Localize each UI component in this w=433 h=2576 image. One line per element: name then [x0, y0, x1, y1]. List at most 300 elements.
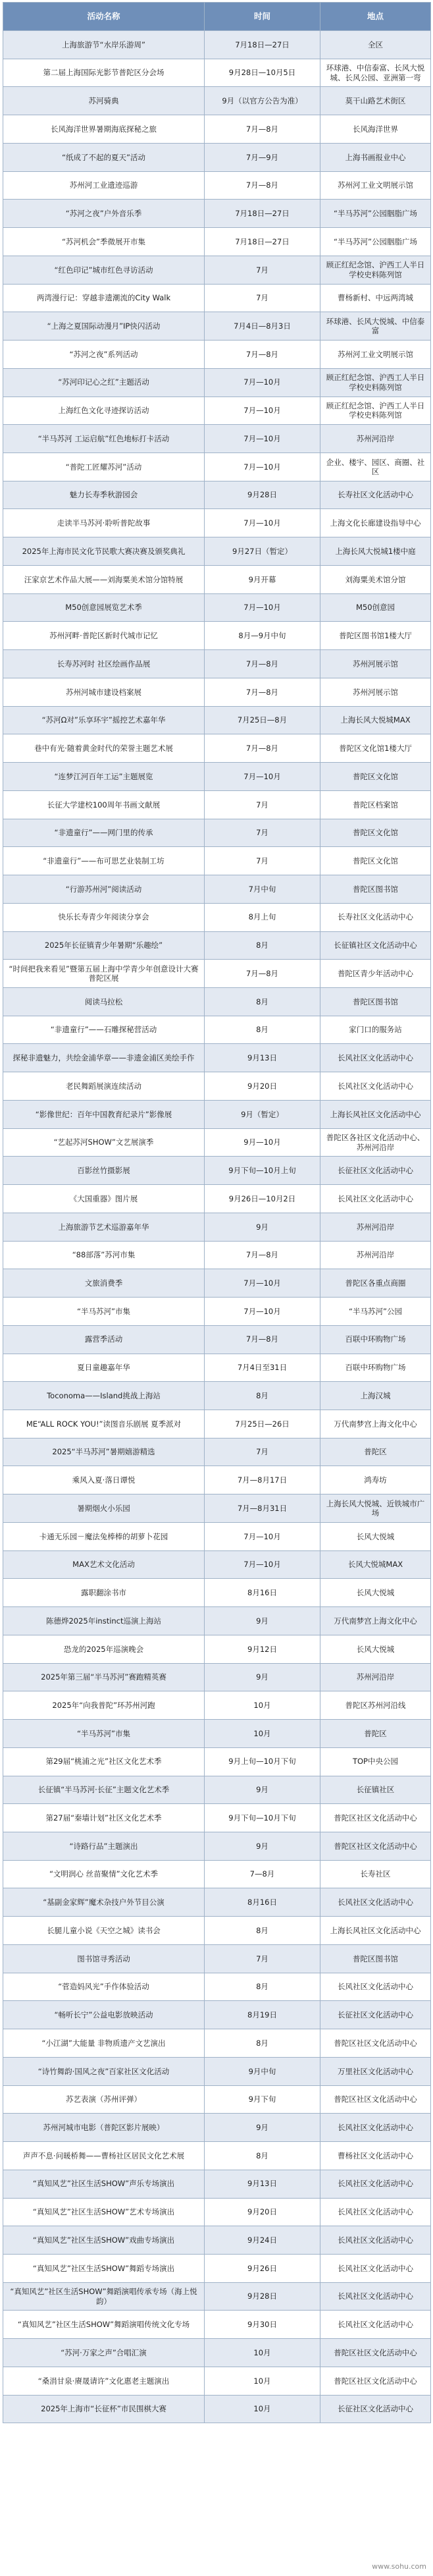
- cell-place: 普陀区: [320, 1438, 431, 1466]
- table-row: [3, 1241, 431, 1269]
- cell-place: 莫干山路艺术街区: [320, 87, 431, 115]
- cell-activity-name: 长风海洋世界暑期海底探秘之旅: [3, 115, 205, 144]
- table-row: [3, 1185, 431, 1213]
- cell-time: 9月20日: [205, 2198, 320, 2226]
- cell-time: 9月28日—10月5日: [205, 59, 320, 87]
- cell-time: 10月: [205, 2339, 320, 2367]
- cell-activity-name: 上海旅游节“水岸乐游周”: [3, 31, 205, 59]
- cell-place: 苏州河沿岸: [320, 1213, 431, 1241]
- cell-time: 8月: [205, 1917, 320, 1945]
- cell-time: 9月27日（暂定）: [205, 537, 320, 566]
- table-row: [3, 397, 431, 425]
- cell-place: 长风社区文化活动中心: [320, 2311, 431, 2339]
- cell-activity-name: 苏河骑典: [3, 87, 205, 115]
- table-row: [3, 1917, 431, 1945]
- cell-time: 7月—8月: [205, 734, 320, 763]
- table-row: [3, 1157, 431, 1185]
- cell-place: 普陀区图书馆: [320, 875, 431, 904]
- cell-activity-name: “半马苏河”市集: [3, 1298, 205, 1326]
- cell-activity-name: “红色印记”城市红色寻访活动: [3, 256, 205, 284]
- cell-place: 普陀区社区文化活动中心: [320, 1832, 431, 1861]
- cell-place: 长风大悦城MAX: [320, 1550, 431, 1579]
- cell-time: 8月上旬: [205, 903, 320, 931]
- cell-activity-name: 声声不息·问暖桥舞——曹杨社区居民文化艺术展: [3, 2142, 205, 2170]
- cell-activity-name: 露营季活动: [3, 1325, 205, 1354]
- table-row: [3, 341, 431, 369]
- table-row: [3, 819, 431, 847]
- cell-time: 9月: [205, 1832, 320, 1861]
- cell-time: 7月18日—27日: [205, 200, 320, 228]
- cell-place: 普陀区档案馆: [320, 790, 431, 819]
- cell-activity-name: “非遗童行”——布可思艺业装制工坊: [3, 847, 205, 875]
- cell-place: 普陀区: [320, 1720, 431, 1748]
- table-row: [3, 2226, 431, 2255]
- cell-place: 全区: [320, 31, 431, 59]
- cell-activity-name: 上海红色文化寻迹探访活动: [3, 397, 205, 425]
- cell-place: 长风社区文化活动中心: [320, 1044, 431, 1072]
- table-row: [3, 2282, 431, 2311]
- cell-time: 7月: [205, 847, 320, 875]
- cell-place: 普陀区文化馆1楼大厅: [320, 734, 431, 763]
- cell-time: 10月: [205, 2395, 320, 2423]
- column-header-time: 时间: [205, 3, 320, 31]
- cell-time: 7月4日至31日: [205, 1354, 320, 1382]
- table-row: [3, 312, 431, 341]
- table-row: [3, 847, 431, 875]
- cell-place: 苏州河展示馆: [320, 650, 431, 678]
- cell-time: 7月—10月: [205, 368, 320, 397]
- cell-activity-name: “苏河印记心之红”主题活动: [3, 368, 205, 397]
- cell-place: 普陀区社区文化活动中心: [320, 1804, 431, 1832]
- cell-time: 9月26日: [205, 2255, 320, 2283]
- cell-activity-name: “真知风艺”社区生活SHOW”舞蹈演唱传承专场（海上悦韵）: [3, 2282, 205, 2311]
- table-row: [3, 650, 431, 678]
- cell-activity-name: “真知风艺”社区生活SHOW”艺术专场演出: [3, 2198, 205, 2226]
- table-row: [3, 87, 431, 115]
- cell-place: 长征社区文化活动中心: [320, 2395, 431, 2423]
- table-row: [3, 875, 431, 904]
- cell-place: 苏州河工业文明展示馆: [320, 171, 431, 200]
- cell-place: 长寿社区文化活动中心: [320, 481, 431, 509]
- table-row: [3, 2142, 431, 2170]
- cell-time: 9月下旬—10月上旬: [205, 1157, 320, 1185]
- cell-time: 9月—10月: [205, 1128, 320, 1157]
- table-row: [3, 171, 431, 200]
- watermark: www.sohu.com: [372, 2562, 426, 2571]
- cell-time: 7月—10月: [205, 425, 320, 453]
- cell-activity-name: 第二届上海国际光影节普陀区分会场: [3, 59, 205, 87]
- cell-place: 普陀区苏州河沿线: [320, 1691, 431, 1720]
- table-row: [3, 1579, 431, 1607]
- cell-place: 长征社区文化活动中心: [320, 2001, 431, 2029]
- cell-place: 苏州河沿岸: [320, 425, 431, 453]
- cell-time: 9月: [205, 1776, 320, 1804]
- table-row: [3, 143, 431, 171]
- cell-place: 百联中环购物广场: [320, 1354, 431, 1382]
- cell-time: 8月16日: [205, 1579, 320, 1607]
- table-row: [3, 509, 431, 537]
- cell-activity-name: 苏艺表演（苏州评弹）: [3, 2085, 205, 2114]
- table-row: [3, 2029, 431, 2058]
- cell-place: 鸿寿坊: [320, 1466, 431, 1494]
- cell-time: 8月16日: [205, 1888, 320, 1917]
- cell-place: 上海长风大悦城、近铁城市广场: [320, 1494, 431, 1523]
- cell-activity-name: “小江湖”大能量 非物质遗产文艺演出: [3, 2029, 205, 2058]
- cell-time: 7月18日—27日: [205, 228, 320, 256]
- table-row: [3, 368, 431, 397]
- cell-place: 上海长风社区文化活动中心: [320, 1100, 431, 1128]
- table-row: [3, 1550, 431, 1579]
- cell-activity-name: 阅读马拉松: [3, 987, 205, 1016]
- table-row: [3, 622, 431, 650]
- cell-time: 7月—8月: [205, 171, 320, 200]
- table-row: [3, 790, 431, 819]
- cell-activity-name: “真知风艺”社区生活SHOW”声乐专场演出: [3, 2170, 205, 2198]
- cell-time: 7月: [205, 256, 320, 284]
- table-row: [3, 2170, 431, 2198]
- cell-place: 长寿社区: [320, 1860, 431, 1888]
- table-row: [3, 987, 431, 1016]
- cell-time: 7月—8月: [205, 960, 320, 988]
- cell-place: 万里社区文化活动中心: [320, 2057, 431, 2085]
- cell-activity-name: “诗竹舞韵·国风之夜”百家社区文化活动: [3, 2057, 205, 2085]
- cell-place: 普陀区图书馆1楼大厅: [320, 622, 431, 650]
- table-row: [3, 1522, 431, 1550]
- table-body: [3, 31, 431, 2423]
- cell-time: 9月: [205, 1213, 320, 1241]
- table-row: [3, 1494, 431, 1523]
- cell-place: 长风海洋世界: [320, 115, 431, 144]
- cell-time: 10月: [205, 1691, 320, 1720]
- cell-time: 7月: [205, 284, 320, 312]
- cell-place: 普陀区图书馆: [320, 1944, 431, 1973]
- cell-activity-name: 露职翻涂书市: [3, 1579, 205, 1607]
- cell-activity-name: “真知风艺”社区生活SHOW”舞蹈专场演出: [3, 2255, 205, 2283]
- cell-activity-name: MAX艺术文化活动: [3, 1550, 205, 1579]
- cell-place: 普陀区图书馆: [320, 987, 431, 1016]
- table-row: [3, 1100, 431, 1128]
- cell-place: 环球港、长风大悦城、中信泰富: [320, 312, 431, 341]
- table-row: [3, 537, 431, 566]
- cell-time: 8月: [205, 1382, 320, 1410]
- cell-time: 7月—8月: [205, 1241, 320, 1269]
- cell-activity-name: “苏河Ω对”乐享环宇”摇控艺术嘉年华: [3, 706, 205, 734]
- cell-time: 9月13日: [205, 2170, 320, 2198]
- table-row: [3, 1128, 431, 1157]
- cell-activity-name: Toconoma——Island挑战上海站: [3, 1382, 205, 1410]
- table-row: [3, 1016, 431, 1044]
- cell-activity-name: “苏河之夜”系列活动: [3, 341, 205, 369]
- cell-time: 7月—10月: [205, 763, 320, 791]
- cell-place: 普陀区社区文化活动中心: [320, 2085, 431, 2114]
- cell-activity-name: 老民舞蹈展演连续活动: [3, 1072, 205, 1101]
- cell-place: 长征社区文化活动中心: [320, 1157, 431, 1185]
- cell-time: 8月: [205, 2029, 320, 2058]
- cell-time: 9月上旬—10月下旬: [205, 1747, 320, 1776]
- cell-time: 9月下旬: [205, 2085, 320, 2114]
- cell-time: 9月13日: [205, 1044, 320, 1072]
- cell-place: 长征镇社区: [320, 1776, 431, 1804]
- cell-activity-name: “苏河机会”季微展开市集: [3, 228, 205, 256]
- cell-time: 7—8月: [205, 1860, 320, 1888]
- cell-time: 7月—10月: [205, 1269, 320, 1298]
- table-row: [3, 706, 431, 734]
- cell-activity-name: 第27届“秦墙计划”社区文化艺术季: [3, 1804, 205, 1832]
- table-row: [3, 1944, 431, 1973]
- cell-activity-name: 长征大学建校100周年书画文献展: [3, 790, 205, 819]
- cell-activity-name: 苏州河城市建设档案展: [3, 678, 205, 706]
- cell-time: 9月24日: [205, 2226, 320, 2255]
- table-row: [3, 1747, 431, 1776]
- cell-time: 7月: [205, 790, 320, 819]
- table-row: [3, 1298, 431, 1326]
- table-row: [3, 2085, 431, 2114]
- cell-place: 上海文化长廊建设指导中心: [320, 509, 431, 537]
- cell-activity-name: “苏河·万家之声”合唱汇演: [3, 2339, 205, 2367]
- table-row: [3, 1888, 431, 1917]
- cell-activity-name: 2025年上海市“长征杯”市民围棋大赛: [3, 2395, 205, 2423]
- cell-time: 7月—8月17日: [205, 1466, 320, 1494]
- cell-activity-name: 长腿儿童小说《天空之城》读书会: [3, 1917, 205, 1945]
- table-row: [3, 2198, 431, 2226]
- table-row: [3, 200, 431, 228]
- cell-place: 长征镇社区文化活动中心: [320, 931, 431, 960]
- cell-time: 8月: [205, 987, 320, 1016]
- table-row: [3, 256, 431, 284]
- table-row: [3, 115, 431, 144]
- cell-time: 9月28日: [205, 481, 320, 509]
- cell-time: 7月—9月: [205, 143, 320, 171]
- cell-place: 长风社区文化活动中心: [320, 1888, 431, 1917]
- cell-place: 长风社区文化活动中心: [320, 1973, 431, 2001]
- cell-place: 万代南梦宫上海文化中心: [320, 1410, 431, 1438]
- cell-activity-name: 魅力长寿季秋游园会: [3, 481, 205, 509]
- cell-time: 9月26日—10月2日: [205, 1185, 320, 1213]
- cell-time: 7月—10月: [205, 397, 320, 425]
- cell-activity-name: 恐龙的2025年巡演晚会: [3, 1635, 205, 1663]
- cell-time: 7月—8月: [205, 678, 320, 706]
- cell-time: 9月: [205, 1607, 320, 1635]
- cell-activity-name: 苏州河城市电影（普陀区影片展映）: [3, 2114, 205, 2142]
- cell-place: 苏州河工业文明展示馆: [320, 341, 431, 369]
- cell-place: 长风社区文化活动中心: [320, 1072, 431, 1101]
- table-row: [3, 1410, 431, 1438]
- table-row: [3, 1860, 431, 1888]
- cell-place: 长风社区文化活动中心: [320, 2255, 431, 2283]
- table-row: [3, 1044, 431, 1072]
- cell-activity-name: 2025年第三届“半马苏河”赛跑精英赛: [3, 1663, 205, 1691]
- table-row: [3, 1720, 431, 1748]
- cell-time: 8月: [205, 931, 320, 960]
- cell-place: 长风大悦城: [320, 1579, 431, 1607]
- cell-place: 长风社区文化活动中心: [320, 2198, 431, 2226]
- table-row: [3, 960, 431, 988]
- table-row: [3, 1438, 431, 1466]
- cell-activity-name: “艺起苏河SHOW”文艺展演季: [3, 1128, 205, 1157]
- table-header: [3, 3, 431, 31]
- cell-place: 普陀区社区文化活动中心: [320, 2339, 431, 2367]
- table-row: [3, 2255, 431, 2283]
- cell-time: 9月30日: [205, 2311, 320, 2339]
- table-row: [3, 1804, 431, 1832]
- cell-place: 刘海粟美术馆分馆: [320, 565, 431, 593]
- cell-time: 7月—8月: [205, 650, 320, 678]
- table-row: [3, 1325, 431, 1354]
- cell-time: 9月12日: [205, 1635, 320, 1663]
- table-row: [3, 1663, 431, 1691]
- cell-activity-name: 上海旅游节艺术巡游嘉年华: [3, 1213, 205, 1241]
- cell-time: 7月: [205, 1944, 320, 1973]
- cell-place: 长风社区文化活动中心: [320, 2282, 431, 2311]
- cell-time: 8月—9月中旬: [205, 622, 320, 650]
- cell-place: 苏州河展示馆: [320, 678, 431, 706]
- cell-activity-name: “88部落”苏河市集: [3, 1241, 205, 1269]
- cell-place: “半马苏河”公园: [320, 1298, 431, 1326]
- cell-place: 上海长风大悦城MAX: [320, 706, 431, 734]
- table-row: [3, 425, 431, 453]
- cell-time: 8月: [205, 1973, 320, 2001]
- cell-activity-name: 苏州河畔·普陀区新时代城市记忆: [3, 622, 205, 650]
- cell-activity-name: “桑涓甘泉·赓晟请许”文化惠老主题演出: [3, 2367, 205, 2395]
- cell-activity-name: “菅造妈风光”手作体验活动: [3, 1973, 205, 2001]
- cell-activity-name: 2025年“向我普陀”环苏州河跑: [3, 1691, 205, 1720]
- cell-activity-name: “纸成了不起的夏天”活动: [3, 143, 205, 171]
- table-row: [3, 2339, 431, 2367]
- cell-place: 长风社区文化活动中心: [320, 1185, 431, 1213]
- cell-place: 企业、楼宇、园区、商圈、社区: [320, 453, 431, 481]
- table-row: [3, 1072, 431, 1101]
- table-row: [3, 678, 431, 706]
- table-row: [3, 31, 431, 59]
- cell-time: 7月—8月: [205, 341, 320, 369]
- cell-place: 上海汉城: [320, 1382, 431, 1410]
- cell-activity-name: 第29届“桃浦之光”社区文化艺术季: [3, 1747, 205, 1776]
- table-row: [3, 1269, 431, 1298]
- cell-activity-name: M50创意园展览艺术季: [3, 593, 205, 622]
- table-row: [3, 1607, 431, 1635]
- cell-place: 曹杨社区文化活动中心: [320, 2142, 431, 2170]
- cell-place: 曹杨新村、中远两湾城: [320, 284, 431, 312]
- cell-activity-name: 快乐长寿青少年阅读分享会: [3, 903, 205, 931]
- cell-place: 苏州河沿岸: [320, 1241, 431, 1269]
- cell-place: 长风大悦城: [320, 1635, 431, 1663]
- cell-place: 普陀区文化馆: [320, 847, 431, 875]
- cell-time: 7月—10月: [205, 453, 320, 481]
- cell-time: 7月: [205, 819, 320, 847]
- cell-time: 7月—10月: [205, 593, 320, 622]
- cell-place: 苏州河沿岸: [320, 1663, 431, 1691]
- table-row: [3, 2311, 431, 2339]
- cell-activity-name: “非遗童行”——石雕探秘营活动: [3, 1016, 205, 1044]
- cell-time: 8月19日: [205, 2001, 320, 2029]
- cell-activity-name: “真知风艺”社区生活SHOW”舞蹈演唱传统文化专场: [3, 2311, 205, 2339]
- cell-place: “半马苏河”公园胭脂广场: [320, 228, 431, 256]
- cell-place: 环球港、中信泰富、长风大悦城、长风公园、亚洲第一弯: [320, 59, 431, 87]
- table-row: [3, 903, 431, 931]
- cell-place: 家门口的服务站: [320, 1016, 431, 1044]
- cell-place: 普陀区社区文化活动中心: [320, 2367, 431, 2395]
- cell-activity-name: “普陀工匠耀苏河”活动: [3, 453, 205, 481]
- cell-activity-name: 长寿苏河时 社区绘画作品展: [3, 650, 205, 678]
- cell-activity-name: “时间把我来看见”暨第五届上海中学青少年创意设计大赛普陀区展: [3, 960, 205, 988]
- cell-activity-name: “诗路行品”主题演出: [3, 1832, 205, 1861]
- table-row: [3, 453, 431, 481]
- cell-activity-name: “上海之夏国际动漫月”IP快闪活动: [3, 312, 205, 341]
- cell-time: 10月: [205, 2367, 320, 2395]
- cell-time: 9月中旬: [205, 2057, 320, 2085]
- table-row: [3, 2057, 431, 2085]
- cell-time: 10月: [205, 1720, 320, 1748]
- cell-time: 9月: [205, 2114, 320, 2142]
- table-row: [3, 1776, 431, 1804]
- cell-activity-name: 卡通无乐园－魔法兔棒棒的胡萝卜花园: [3, 1522, 205, 1550]
- table-row: [3, 1832, 431, 1861]
- cell-place: 顾正红纪念馆、沪西工人半日学校史料陈列馆: [320, 368, 431, 397]
- cell-activity-name: 苏州河工业遗迹巡游: [3, 171, 205, 200]
- table-row: [3, 1382, 431, 1410]
- cell-activity-name: “畅听长宁”公益电影放映活动: [3, 2001, 205, 2029]
- cell-time: 9月下旬—10月下旬: [205, 1804, 320, 1832]
- cell-place: M50创意园: [320, 593, 431, 622]
- column-header-name: 活动名称: [3, 3, 205, 31]
- cell-activity-name: 2025年上海市民文化节民歌大赛决赛及颁奖典礼: [3, 537, 205, 566]
- cell-activity-name: “文明润心 丝苗聚情”文化艺术季: [3, 1860, 205, 1888]
- cell-activity-name: “基副金家辉”魔术杂技户外节目公演: [3, 1888, 205, 1917]
- table-row: [3, 1354, 431, 1382]
- cell-time: 7月: [205, 1438, 320, 1466]
- table-row: [3, 1466, 431, 1494]
- cell-activity-name: “连梦江河百年工运”主题展览: [3, 763, 205, 791]
- cell-activity-name: “非遗童行”——网门里的传承: [3, 819, 205, 847]
- cell-activity-name: 两湾漫行记：穿越非遗潮流的City Walk: [3, 284, 205, 312]
- cell-activity-name: 汪家京艺术作品大展——刘海粟美术馆分馆特展: [3, 565, 205, 593]
- cell-time: 9月（暂定）: [205, 1100, 320, 1128]
- cell-time: 9月20日: [205, 1072, 320, 1101]
- cell-time: 8月: [205, 2142, 320, 2170]
- table-row: [3, 593, 431, 622]
- cell-time: 9月: [205, 1663, 320, 1691]
- cell-place: 普陀区社区文化活动中心: [320, 2029, 431, 2058]
- table-row: [3, 228, 431, 256]
- cell-activity-name: 探秘非遗魅力，共绘金浦华章——非遗金浦区美绘手作: [3, 1044, 205, 1072]
- cell-place: 普陀区各社区文化活动中心、苏州河沿岸: [320, 1128, 431, 1157]
- table-row: [3, 59, 431, 87]
- cell-time: 7月—10月: [205, 1298, 320, 1326]
- table-row: [3, 2114, 431, 2142]
- cell-activity-name: 《大国重器》图片展: [3, 1185, 205, 1213]
- table-row: [3, 565, 431, 593]
- cell-activity-name: 夏日童趣嘉年华: [3, 1354, 205, 1382]
- cell-place: 上海书画报业中心: [320, 143, 431, 171]
- cell-activity-name: “影像世纪：百年中国教育纪录片”影像展: [3, 1100, 205, 1128]
- cell-time: 7月—10月: [205, 1522, 320, 1550]
- cell-place: 普陀区各重点商圈: [320, 1269, 431, 1298]
- cell-place: 上海长风社区文化活动中心: [320, 1917, 431, 1945]
- cell-place: 上海长风大悦城1楼中庭: [320, 537, 431, 566]
- cell-place: 长风社区文化活动中心: [320, 2114, 431, 2142]
- cell-activity-name: 乘风入夏·落日谭悦: [3, 1466, 205, 1494]
- cell-activity-name: 巷中有光·随着黄金时代的荣誉主题艺术展: [3, 734, 205, 763]
- cell-place: 百联中环购物广场: [320, 1325, 431, 1354]
- table-row: [3, 763, 431, 791]
- cell-place: 万代南梦宫上海文化中心: [320, 1607, 431, 1635]
- table-row: [3, 284, 431, 312]
- header-row: [3, 3, 431, 31]
- cell-place: 长风大悦城: [320, 1522, 431, 1550]
- cell-place: 普陀区青少年活动中心: [320, 960, 431, 988]
- cell-time: 7月4日—8月3日: [205, 312, 320, 341]
- cell-time: 7月—8月: [205, 1325, 320, 1354]
